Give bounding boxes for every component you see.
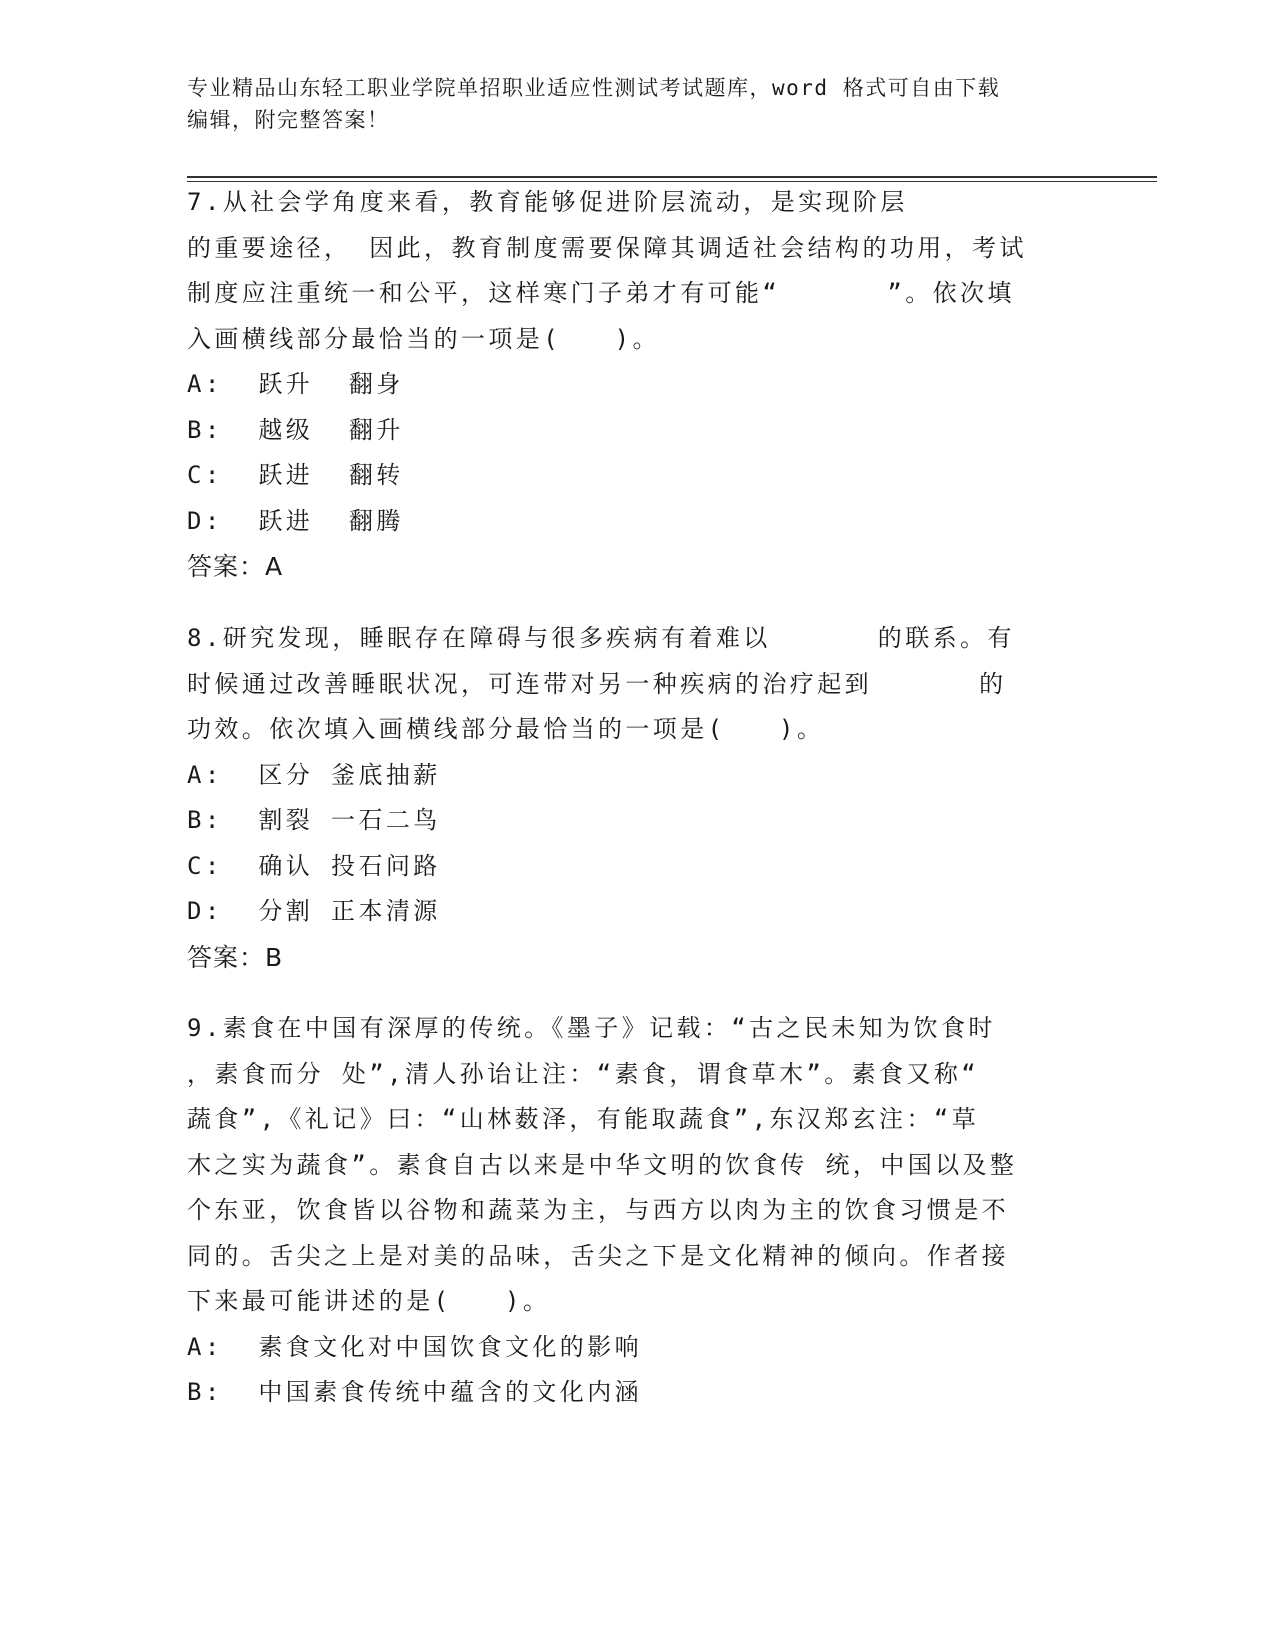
question-text-line: 时候通过改善睡眠状况，可连带对另一种疾病的治疗起到 的 bbox=[187, 669, 1007, 698]
option-c: C: 确认 投石问路 bbox=[187, 851, 441, 880]
question-text-line: 木之实为蔬食”。素食自古以来是中华文明的饮食传 统，中国以及整 bbox=[187, 1150, 1018, 1179]
header-line-1: 专业精品山东轻工职业学院单招职业适应性测试考试题库，word 格式可自由下载 bbox=[187, 76, 1001, 100]
question-text-line: 7.从社会学角度来看，教育能够促进阶层流动，是实现阶层 bbox=[187, 188, 908, 216]
answer-label: 答案：B bbox=[187, 942, 284, 972]
question-text-line: ，素食而分 处”,清人孙诒让注：“素食，谓食草木”。素食又称“ bbox=[187, 1059, 980, 1088]
question-text-line: 同的。舌尖之上是对美的品味，舌尖之下是文化精神的倾向。作者接 bbox=[187, 1241, 1009, 1270]
option-b: B: 越级 翻升 bbox=[187, 415, 404, 444]
option-d: D: 分割 正本清源 bbox=[187, 897, 441, 925]
header-divider-thick bbox=[187, 176, 1157, 178]
option-c: C: 跃进 翻转 bbox=[187, 461, 404, 489]
document-page bbox=[187, 0, 1162, 1650]
option-b: B: 割裂 一石二鸟 bbox=[187, 806, 441, 834]
question-text-line: 下来最可能讲述的是( )。 bbox=[187, 1287, 551, 1315]
option-b: B: 中国素食传统中蕴含的文化内涵 bbox=[187, 1378, 642, 1406]
question-text-line: 8.研究发现，睡眠存在障碍与很多疾病有着难以 的联系。有 bbox=[187, 624, 1015, 652]
answer-label: 答案：A bbox=[187, 552, 284, 581]
question-9 bbox=[187, 1006, 1077, 1416]
option-d: D: 跃进 翻腾 bbox=[187, 506, 404, 535]
question-text-line: 入画横线部分最恰当的一项是( )。 bbox=[187, 324, 660, 353]
question-text-line: 的重要途径， 因此，教育制度需要保障其调适社会结构的功用，考试 bbox=[187, 233, 1027, 262]
question-text-line: 功效。依次填入画横线部分最恰当的一项是( )。 bbox=[187, 715, 825, 743]
option-a: A: 素食文化对中国饮食文化的影响 bbox=[187, 1332, 642, 1361]
question-7 bbox=[187, 180, 1077, 590]
question-8 bbox=[187, 616, 1077, 980]
header-line-2: 编辑，附完整答案！ bbox=[187, 108, 390, 132]
question-text-line: 个东亚，饮食皆以谷物和蔬菜为主，与西方以肉为主的饮食习惯是不 bbox=[187, 1196, 1009, 1224]
option-a: A: 区分 釜底抽薪 bbox=[187, 760, 441, 789]
question-text-line: 制度应注重统一和公平，这样寒门子弟才有可能“ ”。依次填 bbox=[187, 279, 1015, 307]
page-header bbox=[187, 72, 1067, 136]
question-text-line: 蔬食”,《礼记》曰：“山林薮泽，有能取蔬食”,东汉郑玄注：“草 bbox=[187, 1105, 980, 1133]
question-text-line: 9.素食在中国有深厚的传统。《墨子》记载：“古之民未知为饮食时 bbox=[187, 1014, 996, 1042]
option-a: A: 跃升 翻身 bbox=[187, 370, 404, 398]
